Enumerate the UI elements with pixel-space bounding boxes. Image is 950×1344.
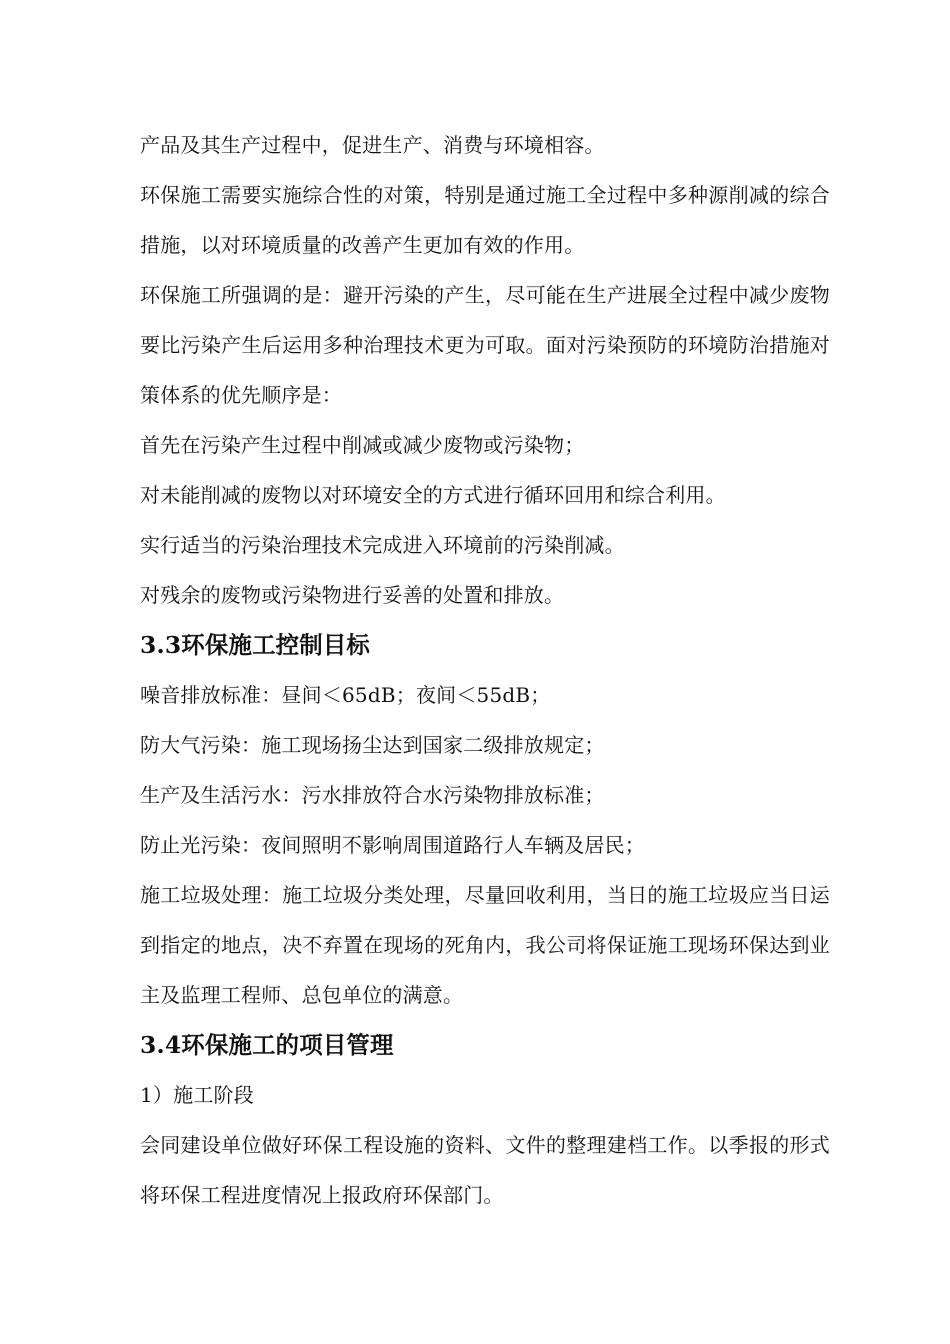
- subsection-heading: 1）施工阶段: [140, 1083, 254, 1107]
- section-heading-3-3: 3.3环保施工控制目标: [140, 631, 371, 659]
- paragraph: 实行适当的污染治理技术完成进入环境前的污染削减。: [140, 533, 625, 557]
- paragraph: 会同建设单位做好环保工程设施的资料、文件的整理建档工作。以季报的形式将环保工程进度情况上报政府环保部门。: [140, 1133, 830, 1207]
- paragraph: 首先在污染产生过程中削减或减少废物或污染物；: [140, 433, 585, 457]
- paragraph: 产品及其生产过程中，促进生产、消费与环境相容。: [140, 133, 605, 157]
- paragraph: 对残余的废物或污染物进行妥善的处置和排放。: [140, 583, 565, 607]
- list-item: 生产及生活污水：污水排放符合水污染物排放标准；: [140, 783, 605, 807]
- list-item: 防止光污染：夜间照明不影响周围道路行人车辆及居民；: [140, 833, 645, 857]
- document-body: [140, 120, 830, 1220]
- list-item: 施工垃圾处理：施工垃圾分类处理，尽量回收利用，当日的施工垃圾应当日运到指定的地点，决不弃置在现场的死角内，我公司将保证施工现场环保达到业主及监理工程师、总包单位的满意。: [140, 883, 830, 1007]
- list-item: 噪音排放标准：昼间＜65dB；夜间＜55dB；: [140, 683, 551, 707]
- section-heading-3-4: 3.4环保施工的项目管理: [140, 1031, 394, 1059]
- paragraph: 环保施工所强调的是：避开污染的产生，尽可能在生产进展全过程中减少废物要比污染产生后运用多种治理技术更为可取。面对污染预防的环境防治措施对策体系的优先顺序是：: [140, 283, 830, 407]
- paragraph: 对未能削减的废物以对环境安全的方式进行循环回用和综合利用。: [140, 483, 726, 507]
- list-item: 防大气污染：施工现场扬尘达到国家二级排放规定；: [140, 733, 605, 757]
- paragraph: 环保施工需要实施综合性的对策，特别是通过施工全过程中多种源削减的综合措施，以对环境质量的改善产生更加有效的作用。: [140, 183, 830, 257]
